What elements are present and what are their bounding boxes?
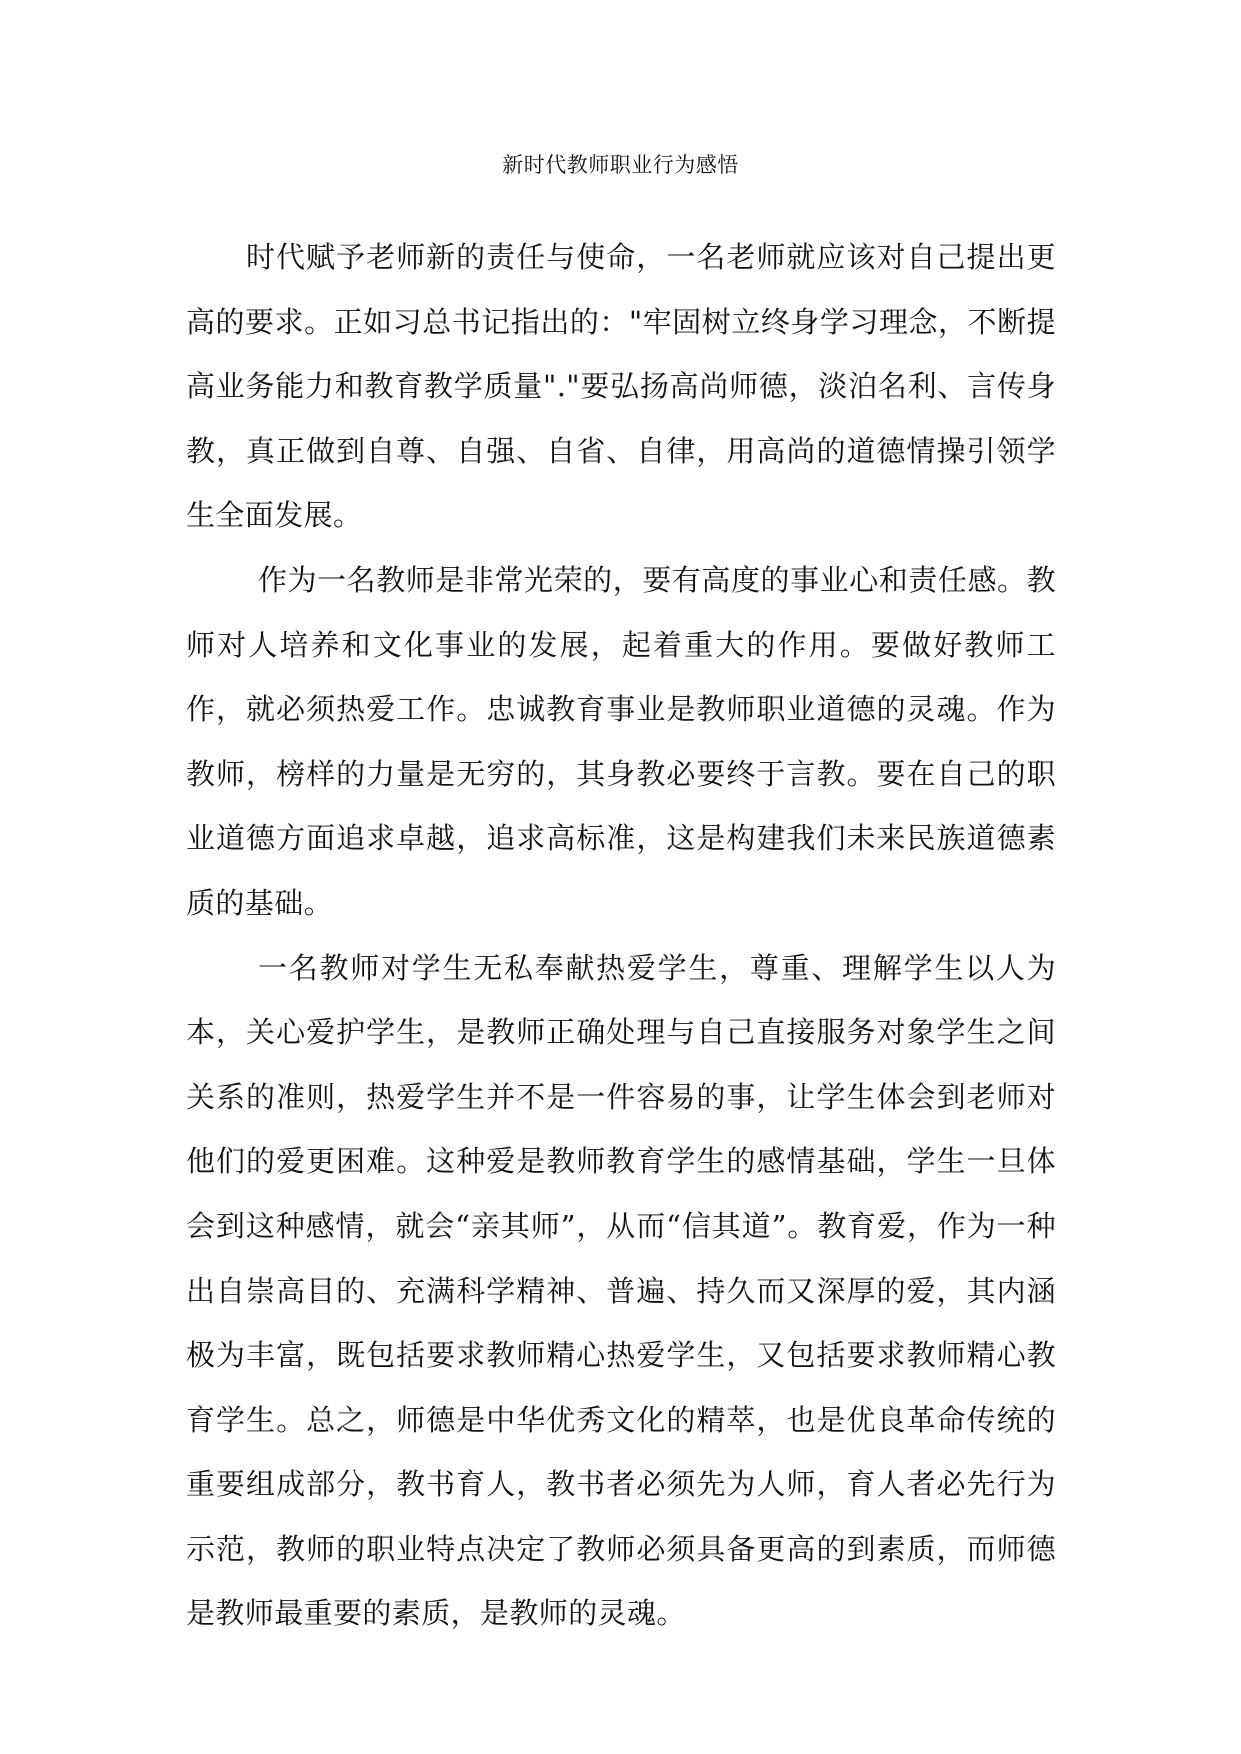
paragraph-2: 作为一名教师是非常光荣的，要有高度的事业心和责任感。教师对人培养和文化事业的发展，起着重大的作用。要做好教师工作，就必须热爱工作。忠诚教育事业是教师职业道德的灵魂。作为教师，榜样的力量是无穷的，其身教必要终于言教。要在自己的职业道德方面追求卓越，追求高标准，这是构建我们未来民族道德素质的基础。	[186, 562, 1056, 920]
document-title: 新时代教师职业行为感悟	[502, 153, 739, 177]
document-body	[186, 225, 1056, 1646]
paragraph-1: 时代赋予老师新的责任与使命，一名老师就应该对自己提出更高的要求。正如习总书记指出的："牢固树立终身学习理念，不断提高业务能力和教育教学质量"."要弘扬高尚师德，淡泊名利、言传身教，真正做到自尊、自强、自省、自律，用高尚的道德情操引领学生全面发展。	[186, 240, 1056, 533]
paragraph-3: 一名教师对学生无私奉献热爱学生，尊重、理解学生以人为本，关心爱护学生，是教师正确处理与自己直接服务对象学生之间关系的准则，热爱学生并不是一件容易的事，让学生体会到老师对他们的爱更困难。这种爱是教师教育学生的感情基础，学生一旦体会到这种感情，就会“亲其师”，从而“信其道”。教育爱，作为一种出自崇高目的、充满科学精神、普遍、持久而又深厚的爱，其内涵极为丰富，既包括要求教师精心热爱学生，又包括要求教师精心教育学生。总之，师德是中华优秀文化的精萃，也是优良革命传统的重要组成部分，教书育人，教书者必须先为人师，育人者必先行为示范，教师的职业特点决定了教师必须具备更高的到素质，而师德是教师最重要的素质，是教师的灵魂。	[186, 950, 1056, 1631]
